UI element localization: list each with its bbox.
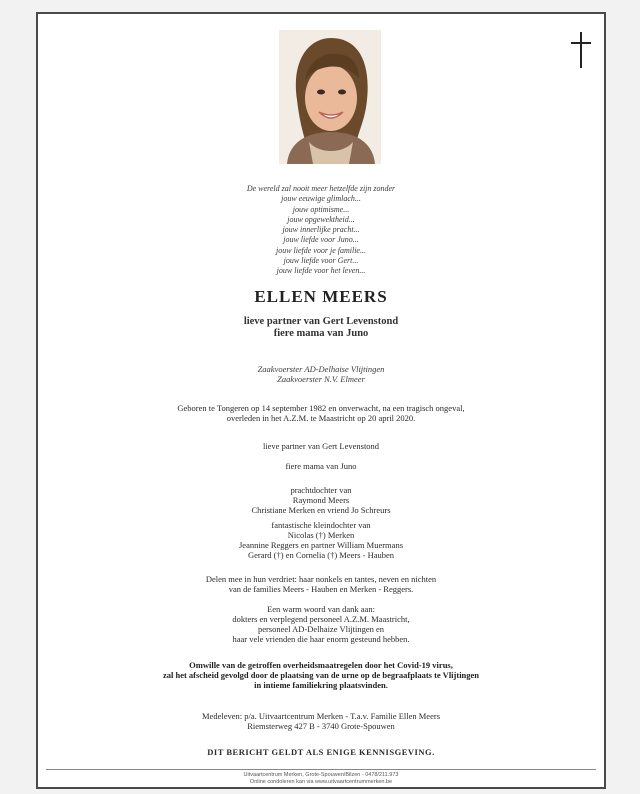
covid-line: Omwille van de getroffen overheidsmaatregelen door het Covid-19 virus,: [189, 660, 453, 670]
thanks-line: dokters en verplegend personeel A.Z.M. Maastricht,: [232, 614, 410, 624]
thanks-block: [38, 604, 604, 644]
poem-line: De wereld zal nooit meer hetzelfde zijn zonder: [246, 184, 396, 193]
grandparents-line: Jeannine Reggers en partner William Muermans: [238, 540, 404, 550]
parents-line: prachtdochter van: [290, 485, 352, 495]
footer: [38, 772, 604, 786]
role-line: Zaakvoerster N.V. Elmeer: [277, 374, 365, 384]
poem-line: jouw opgewektheid...: [287, 214, 355, 224]
grandparents-line: Gerard (†) en Cornelia (†) Meers - Hauben: [247, 550, 395, 560]
thanks-line: haar vele vrienden die haar enorm gesteund hebben.: [232, 634, 410, 644]
death-notice-card: [36, 12, 606, 789]
poem-line: jouw liefde voor Juno...: [283, 235, 359, 245]
birth-death-info: [38, 403, 604, 423]
poem-line: jouw optimisme...: [292, 204, 350, 214]
family-block: [38, 574, 604, 594]
footer-line: Online condoleren kan via www.uitvaartcentrummerken.be: [249, 779, 393, 785]
poem-line: jouw liefde voor het leven...: [276, 266, 366, 276]
partner-block: [38, 441, 604, 451]
poem-line: jouw liefde voor Gert...: [283, 256, 359, 266]
child-line: fiere mama van Juno: [285, 461, 357, 471]
thanks-line: personeel AD-Delhaize Vlijtingen en: [257, 624, 385, 634]
footer-line: Uitvaartcentrum Merken, Grote-Spouwen/Bilzen - 0478/211.973: [243, 772, 399, 778]
born-line: Geboren te Tongeren op 14 september 1982 en onverwacht, na een tragisch ongeval,: [177, 403, 465, 413]
portrait-photo: [279, 30, 381, 164]
address-line: Riemsterweg 427 B - 3740 Grote-Spouwen: [247, 721, 395, 731]
deceased-name: ELLEN MEERS: [254, 287, 388, 306]
cross-icon: [571, 32, 591, 68]
address-line: Medeleven: p/a. Uitvaartcentrum Merken - T.a.v. Familie Ellen Meers: [202, 711, 440, 721]
grandparents-line: fantastische kleindochter van: [271, 520, 371, 530]
parents-block: [38, 485, 604, 515]
family-line: van de families Meers - Hauben en Merken - Reggers.: [228, 584, 414, 594]
born-line: overleden in het A.Z.M. te Maastricht op 20 april 2020.: [226, 413, 416, 423]
poem-line: jouw liefde voor je familie...: [276, 245, 366, 255]
thanks-line: Een warm woord van dank aan:: [267, 604, 375, 614]
role-line: Zaakvoerster AD-Delhaise Vlijtingen: [257, 364, 385, 374]
relations: [38, 316, 604, 340]
covid-line: zal het afscheid gevolgd door de plaatsing van de urne op de begraafplaats te Vlijtingen: [162, 670, 480, 680]
grandparents-line: Nicolas (†) Merken: [287, 530, 355, 540]
relation-line: fiere mama van Juno: [273, 328, 369, 339]
final-notice: DIT BERICHT GELDT ALS ENIGE KENNISGEVING.: [207, 747, 435, 757]
partner-line: lieve partner van Gert Levenstond: [262, 441, 380, 451]
family-line: Delen mee in hun verdriet: haar nonkels en tantes, neven en nichten: [205, 574, 437, 584]
poem-line: jouw innerlijke pracht...: [282, 225, 360, 235]
child-block: [38, 461, 604, 471]
relation-line: lieve partner van Gert Levenstond: [243, 316, 399, 327]
poem: [38, 184, 604, 277]
footer-divider: [46, 769, 596, 770]
covid-line: in intieme familiekring plaatsvinden.: [254, 680, 388, 690]
condolence-address: [38, 711, 604, 731]
parents-line: Christiane Merken en vriend Jo Schreurs: [251, 505, 391, 515]
covid-notice: [38, 660, 604, 690]
grandparents-block: [38, 520, 604, 560]
parents-line: Raymond Meers: [292, 495, 350, 505]
poem-line: jouw eeuwige glimlach...: [281, 194, 361, 204]
roles: [38, 364, 604, 384]
